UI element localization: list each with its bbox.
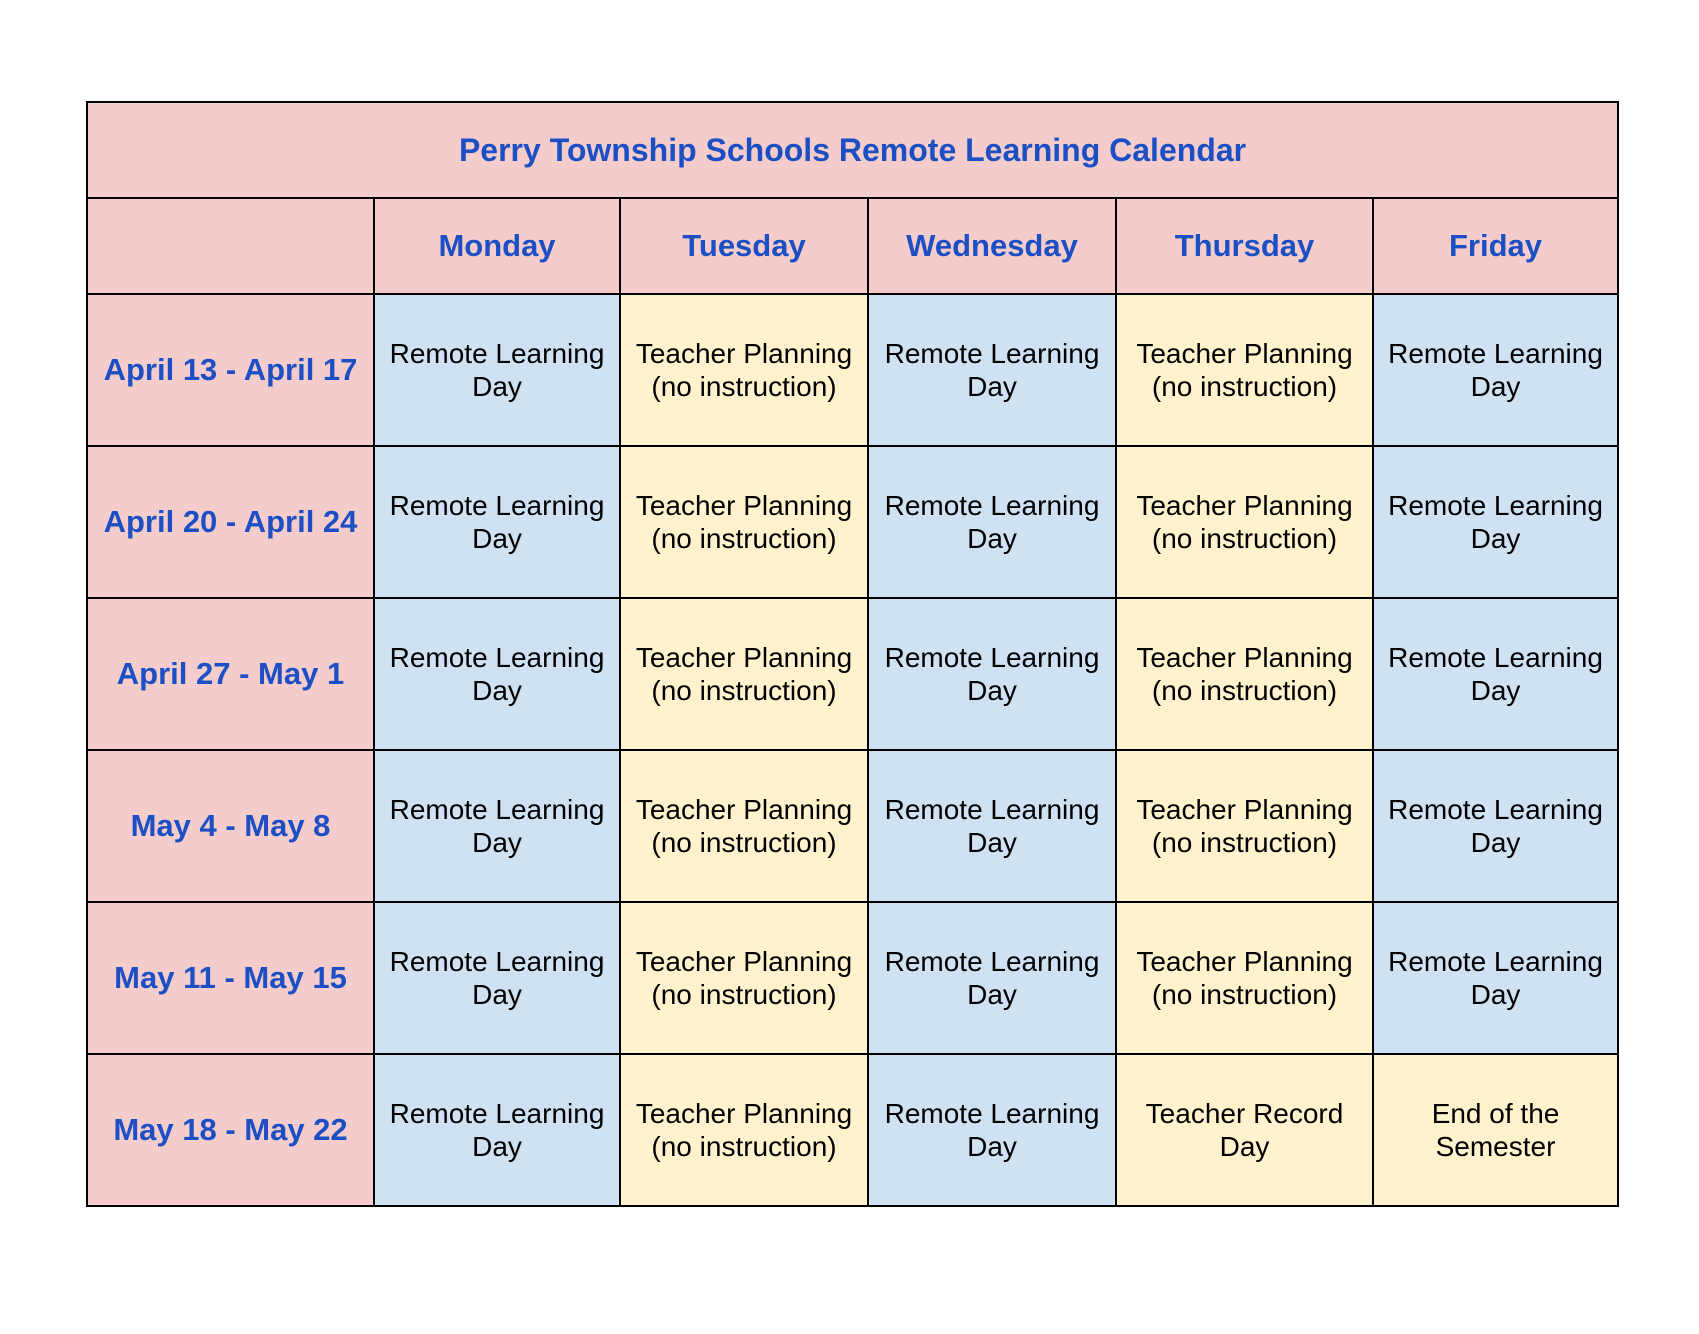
day-cell-line-2: (no instruction): [651, 1131, 837, 1162]
day-cell-monday: [374, 294, 620, 446]
day-cell-friday: [1373, 446, 1618, 598]
day-cell-thursday: [1116, 294, 1373, 446]
day-cell-line-1: Remote Learning: [389, 338, 605, 369]
day-cell-line-1: Remote Learning: [884, 490, 1100, 521]
day-header-friday: Friday: [1373, 198, 1618, 294]
day-cell-line-2: Day: [472, 827, 522, 858]
day-cell-line-2: (no instruction): [651, 979, 837, 1010]
day-cell-thursday: [1116, 750, 1373, 902]
day-cell-line-2: Day: [472, 371, 522, 402]
day-cell-line-2: Day: [472, 979, 522, 1010]
week-row: [87, 598, 1618, 750]
day-cell-friday: [1373, 902, 1618, 1054]
day-cell-line-1: Teacher Planning: [635, 794, 853, 825]
week-label: May 11 - May 15: [87, 902, 374, 1054]
day-cell-line-1: Remote Learning: [389, 794, 605, 825]
day-cell-monday: [374, 902, 620, 1054]
corner-header-cell: [87, 198, 374, 294]
day-cell-line-1: Teacher Planning: [635, 642, 853, 673]
day-cell-line-1: Remote Learning: [1388, 946, 1603, 977]
day-cell-line-2: (no instruction): [1151, 979, 1338, 1010]
day-cell-tuesday: [620, 294, 868, 446]
day-cell-thursday: [1116, 902, 1373, 1054]
title-row: [87, 102, 1618, 198]
day-cell-monday: [374, 446, 620, 598]
day-cell-line-2: Day: [1470, 827, 1521, 858]
day-cell-line-2: Day: [1470, 371, 1521, 402]
day-cell-line-1: Remote Learning: [884, 338, 1100, 369]
week-label: May 4 - May 8: [87, 750, 374, 902]
day-cell-monday: [374, 1054, 620, 1206]
day-cell-wednesday: [868, 598, 1116, 750]
day-cell-line-1: Remote Learning: [884, 1098, 1100, 1129]
day-cell-friday: [1373, 750, 1618, 902]
day-cell-tuesday: [620, 750, 868, 902]
day-cell-line-2: (no instruction): [1151, 675, 1338, 706]
calendar-body: [87, 294, 1618, 1206]
day-cell-line-2: Day: [1470, 675, 1521, 706]
day-cell-line-1: Remote Learning: [884, 794, 1100, 825]
remote-learning-calendar-table: [86, 101, 1619, 1207]
week-label: April 27 - May 1: [87, 598, 374, 750]
day-cell-tuesday: [620, 598, 868, 750]
day-cell-line-1: Remote Learning: [389, 642, 605, 673]
calendar-title: Perry Township Schools Remote Learning Calendar: [87, 102, 1618, 198]
day-header-wednesday: Wednesday: [868, 198, 1116, 294]
day-cell-line-1: Remote Learning: [1388, 642, 1603, 673]
day-cell-line-1: Remote Learning: [1388, 338, 1603, 369]
day-cell-line-2: Day: [967, 1131, 1017, 1162]
day-cell-line-2: Day: [967, 523, 1017, 554]
day-cell-line-1: Remote Learning: [1388, 490, 1603, 521]
day-cell-line-2: (no instruction): [651, 523, 837, 554]
day-header-monday: Monday: [374, 198, 620, 294]
day-cell-line-1: End of the: [1431, 1098, 1560, 1129]
day-cell-friday: [1373, 294, 1618, 446]
day-cell-line-2: Day: [1219, 1131, 1270, 1162]
day-cell-tuesday: [620, 1054, 868, 1206]
day-header-tuesday: Tuesday: [620, 198, 868, 294]
day-cell-line-1: Remote Learning: [389, 490, 605, 521]
day-cell-line-1: Teacher Record: [1145, 1098, 1344, 1129]
day-cell-line-1: Teacher Planning: [635, 1098, 853, 1129]
day-cell-tuesday: [620, 446, 868, 598]
day-cell-line-1: Teacher Planning: [635, 490, 853, 521]
day-cell-monday: [374, 598, 620, 750]
day-cell-line-2: Day: [967, 371, 1017, 402]
day-cell-line-1: Teacher Planning: [1136, 642, 1353, 673]
week-row: [87, 446, 1618, 598]
week-row: [87, 902, 1618, 1054]
week-row: [87, 294, 1618, 446]
day-cell-line-2: Semester: [1435, 1131, 1556, 1162]
day-cell-line-1: Teacher Planning: [1136, 490, 1353, 521]
day-cell-wednesday: [868, 1054, 1116, 1206]
day-cell-wednesday: [868, 446, 1116, 598]
day-cell-line-2: (no instruction): [651, 371, 837, 402]
day-cell-tuesday: [620, 902, 868, 1054]
day-cell-line-1: Teacher Planning: [635, 946, 853, 977]
day-cell-friday: [1373, 1054, 1618, 1206]
day-cell-line-2: Day: [472, 1131, 522, 1162]
day-cell-line-2: (no instruction): [1151, 371, 1338, 402]
day-cell-line-2: Day: [1470, 979, 1521, 1010]
week-row: [87, 1054, 1618, 1206]
day-cell-wednesday: [868, 294, 1116, 446]
day-cell-thursday: [1116, 598, 1373, 750]
day-cell-line-2: Day: [967, 675, 1017, 706]
day-cell-line-2: (no instruction): [1151, 523, 1338, 554]
week-row: [87, 750, 1618, 902]
day-cell-line-1: Teacher Planning: [1136, 794, 1353, 825]
day-cell-line-1: Teacher Planning: [635, 338, 853, 369]
day-header-row: [87, 198, 1618, 294]
day-cell-wednesday: [868, 902, 1116, 1054]
day-cell-line-2: (no instruction): [651, 827, 837, 858]
day-cell-line-1: Remote Learning: [884, 642, 1100, 673]
day-cell-line-1: Remote Learning: [884, 946, 1100, 977]
day-cell-line-2: Day: [472, 523, 522, 554]
day-cell-line-2: Day: [472, 675, 522, 706]
day-cell-line-2: (no instruction): [1151, 827, 1338, 858]
day-cell-line-2: Day: [967, 827, 1017, 858]
day-cell-friday: [1373, 598, 1618, 750]
day-cell-line-2: Day: [967, 979, 1017, 1010]
week-label: April 20 - April 24: [87, 446, 374, 598]
day-cell-thursday: [1116, 446, 1373, 598]
day-cell-line-1: Remote Learning: [389, 946, 605, 977]
week-label: April 13 - April 17: [87, 294, 374, 446]
day-cell-line-1: Remote Learning: [1388, 794, 1603, 825]
day-cell-wednesday: [868, 750, 1116, 902]
day-cell-line-1: Teacher Planning: [1136, 946, 1353, 977]
week-label: May 18 - May 22: [87, 1054, 374, 1206]
day-header-thursday: Thursday: [1116, 198, 1373, 294]
day-cell-line-2: (no instruction): [651, 675, 837, 706]
day-cell-line-1: Teacher Planning: [1136, 338, 1353, 369]
day-cell-monday: [374, 750, 620, 902]
day-cell-line-1: Remote Learning: [389, 1098, 605, 1129]
day-cell-thursday: [1116, 1054, 1373, 1206]
day-cell-line-2: Day: [1470, 523, 1521, 554]
